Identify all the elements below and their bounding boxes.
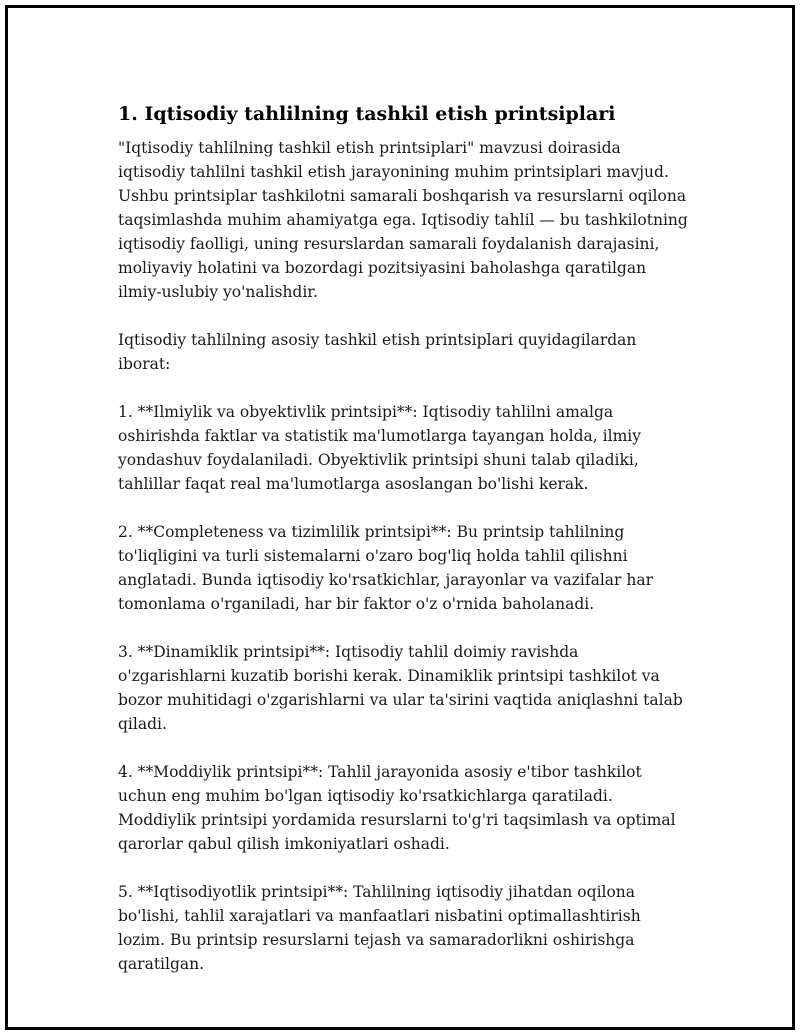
principles-lead-paragraph: Iqtisodiy tahlilning asosiy tashkil etish printsiplari quyidagilardan iborat: bbox=[118, 331, 637, 373]
document-title: 1. Iqtisodiy tahlilning tashkil etish printsiplari bbox=[118, 103, 616, 125]
principle-4-paragraph: 4. **Moddiylik printsipi**: Tahlil jarayonida asosiy e'tibor tashkilot uchun eng muhim bo'lgan iqtisodiy ko'rsatkichlarga qaratiladi. Moddiylik printsipi yordamida resurslarni to'g'ri taqsimlash va optimal qarorlar qabul qilish imkoniyatlari oshadi. bbox=[118, 763, 676, 853]
principle-5-paragraph: 5. **Iqtisodiyotlik printsipi**: Tahlilning iqtisodiy jihatdan oqilona bo'lishi, tahlil xarajatlari va manfaatlari nisbatini optimallashtirish lozim. Bu printsip resurslarni tejash va samaradorlikni oshirishga qaratilgan. bbox=[118, 883, 641, 973]
principle-1-paragraph: 1. **Ilmiylik va obyektivlik printsipi**: Iqtisodiy tahlilni amalga oshirishda faktlar va statistik ma'lumotlarga tayangan holda, ilmiy yondashuv foydalaniladi. Obyektivlik printsipi shuni talab qiladiki, tahlillar faqat real ma'lumotlarga asoslangan bo'lishi kerak. bbox=[118, 403, 641, 493]
principle-2-paragraph: 2. **Completeness va tizimlilik printsipi**: Bu printsip tahlilning to'liqligini va turli sistemalarni o'zaro bog'liq holda tahlil qilishni anglatadi. Bunda iqtisodiy ko'rsatkichlar, jarayonlar va vazifalar har tomonlama o'rganiladi, har bir faktor o'z o'rnida baholanadi. bbox=[118, 523, 653, 613]
principle-3-paragraph: 3. **Dinamiklik printsipi**: Iqtisodiy tahlil doimiy ravishda o'zgarishlarni kuzatib borishi kerak. Dinamiklik printsipi tashkilot va bozor muhitidagi o'zgarishlarni va ular ta'sirini vaqtida aniqlashni talab qiladi. bbox=[118, 643, 683, 733]
intro-paragraph: "Iqtisodiy tahlilning tashkil etish printsiplari" mavzusi doirasida iqtisodiy tahlilni tashkil etish jarayonining muhim printsiplari mavjud. Ushbu printsiplar tashkilotni samarali boshqarish va resurslarni oqilona taqsimlashda muhim ahamiyatga ega. Iqtisodiy tahlil — bu tashkilotning iqtisodiy faolligi, uning resurslardan samarali foydalanish darajasini, moliyaviy holatini va bozordagi pozitsiyasini baholashga qaratilgan ilmiy-uslubiy yo'nalishdir. bbox=[118, 139, 688, 301]
document-body bbox=[118, 100, 688, 1000]
page-frame bbox=[5, 5, 795, 1030]
